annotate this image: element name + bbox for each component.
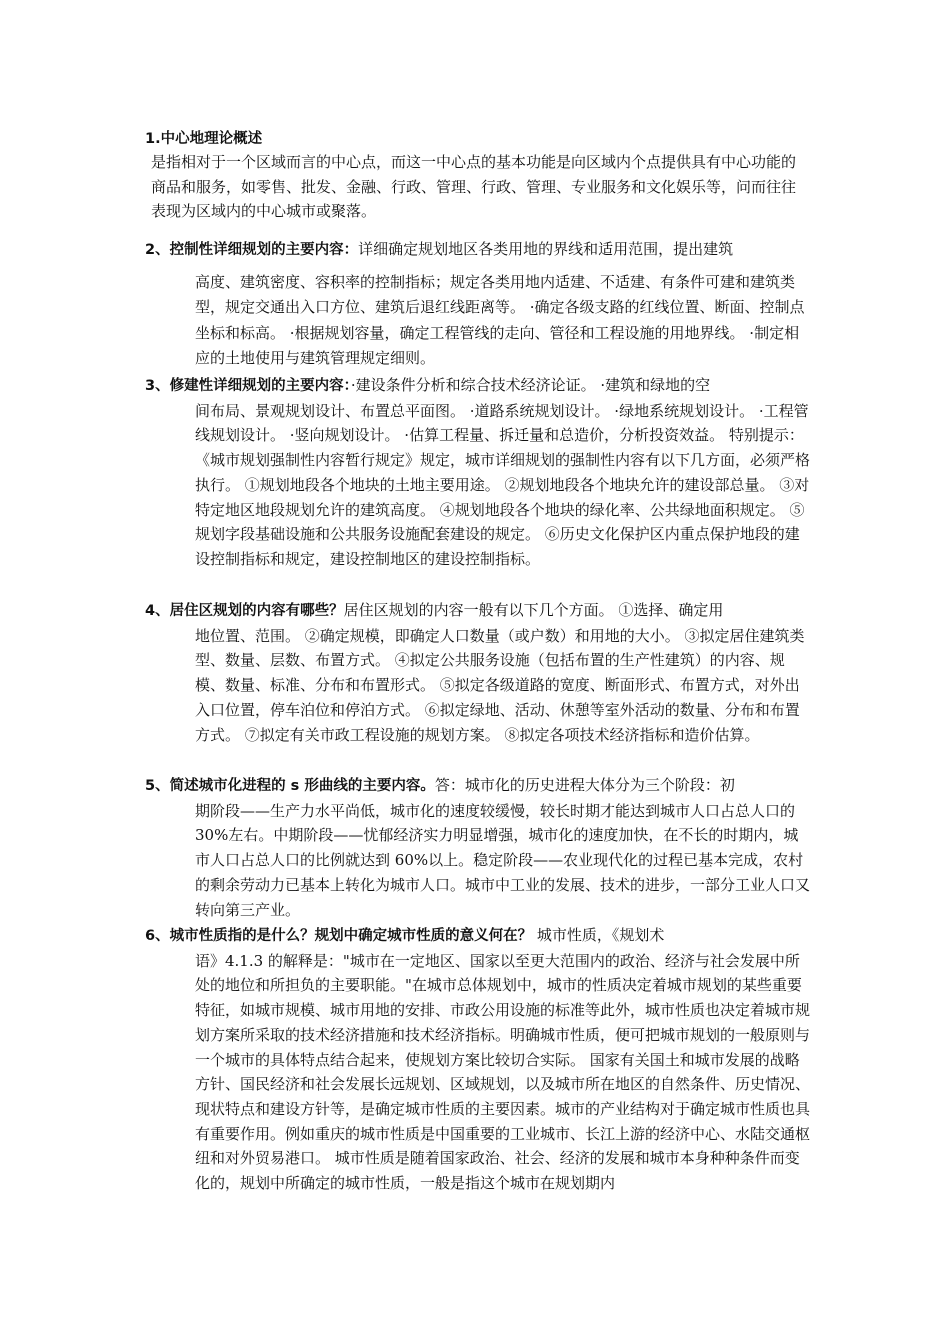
section-central-place-theory [145,128,810,224]
section-residential-plan [145,598,810,747]
section-body: 期阶段——生产力水平尚低，城市化的速度较缓慢，较长时期才能达到城市人口占总人口的 30%左右。中期阶段——忧郁经济实力明显增强，城市化的速度加快，在不长的时期内，城市人口占总人口的比例就达到 60%以上。稳定阶段——农业现代化的过程已基本完成，农村的剩余劳动力已基本上转化为城市人口。城市中工业的发展、技术的进步，一部分工业人口又转向第三产业。 [195,801,811,919]
section-title: 3、修建性详细规划的主要内容： [145,378,351,394]
section-lead [145,923,810,949]
section-urbanization-s-curve [145,773,810,922]
section-regulatory-detailed-plan [145,237,810,372]
section-body: 高度、建筑密度、容积率的控制指标；规定各类用地内适建、不适建、有条件可建和建筑类型，规定交通出入口方位、建筑后退红线距离等。 ·确定各级支路的红线位置、断面、控制点坐标和标高。 ·根据规划容量，确定工程管线的走向、管径和工程设施的用地界线。 ·制定相应的土地使用与建筑管理规定细则。 [195,272,805,368]
section-constructive-detailed-plan [145,373,810,572]
section-first-line: 居住区规划的内容一般有以下几个方面。 ①选择、确定用 [343,601,724,619]
section-first-line: 城市性质，《规划术 [532,926,665,944]
section-lead [145,373,810,399]
section-body: 间布局、景观规划设计、布置总平面图。 ·道路系统规划设计。 ·绿地系统规划设计。 ·工程管线规划设计。 ·竖向规划设计。 ·估算工程量、拆迁量和总造价，分析投资效益。 特别提示： 《城市规划强制性内容暂行规定》规定，城市详细规划的强制性内容有以下几方面，必须严格执行。 ①规划地段各个地块的土地主要用途。 ②规划地段各个地块允许的建设部总量。 ③对特定地区地段规划允许的建筑高度。 ④规划地段各个地块的绿化率、公共绿地面积规定。 ⑤规划字段基础设施和公共服务设施配套建设的规定。 ⑥历史文化保护区内重点保护地段的建设控制指标和规定，建设控制地区的建设控制指标。 [195,401,811,568]
section-title: 5、简述城市化进程的 s 形曲线的主要内容。 [145,778,435,794]
section-first-line: ·建设条件分析和综合技术经济论证。 ·建筑和绿地的空 [350,376,711,394]
section-body: 语》4.1.3 的解释是："城市在一定地区、国家以至更大范围内的政治、经济与社会发展中所处的地位和所担负的主要职能。"在城市总体规划中，城市的性质决定着城市规划的某些重要特征，如城市规模、城市用地的安排、市政公用设施的标准等此外，城市性质也决定着城市规划方案所采取的技术经济措施和技术经济指标。明确城市性质，便可把城市规划的一般原则与一个城市的具体特点结合起来，使规划方案比较切合实际。 国家有关国土和城市发展的战略方针、国民经济和社会发展长远规划、区域规划，以及城市所在地区的自然条件、历史情况、现状特点和建设方针等，是确定城市性质的主要因素。城市的产业结构对于确定城市性质也具有重要作用。例如重庆的城市性质是中国重要的工业城市、长江上游的经济中心、水陆交通枢纽和对外贸易港口。 城市性质是随着国家政治、社会、经济的发展和城市本身种种条件而变化的，规划中所确定的城市性质，一般是指这个城市在规划期内 [195,951,811,1193]
section-title: 2、控制性详细规划的主要内容： [145,242,359,258]
section-first-line: 答：城市化的历史进程大体分为三个阶段：初 [434,776,735,794]
section-title: 4、居住区规划的内容有哪些？ [145,603,344,619]
section-lead [145,773,810,799]
section-lead [145,237,810,263]
section-body: 地位置、范围。 ②确定规模，即确定人口数量（或户数）和用地的大小。 ③拟定居住建筑类型、数量、层数、布置方式。 ④拟定公共服务设施（包括布置的生产性建筑）的内容、规模、数量、标准、分布和布置形式。 ⑤拟定各级道路的宽度、断面形式、布置方式，对外出入口位置，停车泊位和停泊方式。 ⑥拟定绿地、活动、休憩等室外活动的数量、分布和布置方式。 ⑦拟定有关市政工程设施的规划方案。 ⑧拟定各项技术经济指标和造价估算。 [195,626,805,744]
section-title: 6、城市性质指的是什么？规划中确定城市性质的意义何在？ [145,928,533,944]
section-lead [145,598,810,624]
section-text: 是指相对于一个区域而言的中心点，而这一中心点的基本功能是向区域内个点提供具有中心功能的商品和服务，如零售、批发、金融、行政、管理、行政、管理、专业服务和文化娱乐等，问而往往表现为区域内的中心城市或聚落。 [151,153,797,220]
section-title: 1.中心地理论概述 [145,131,263,147]
section-city-nature [145,923,810,1196]
section-first-line: 详细确定规划地区各类用地的界线和适用范围，提出建筑 [358,240,734,258]
